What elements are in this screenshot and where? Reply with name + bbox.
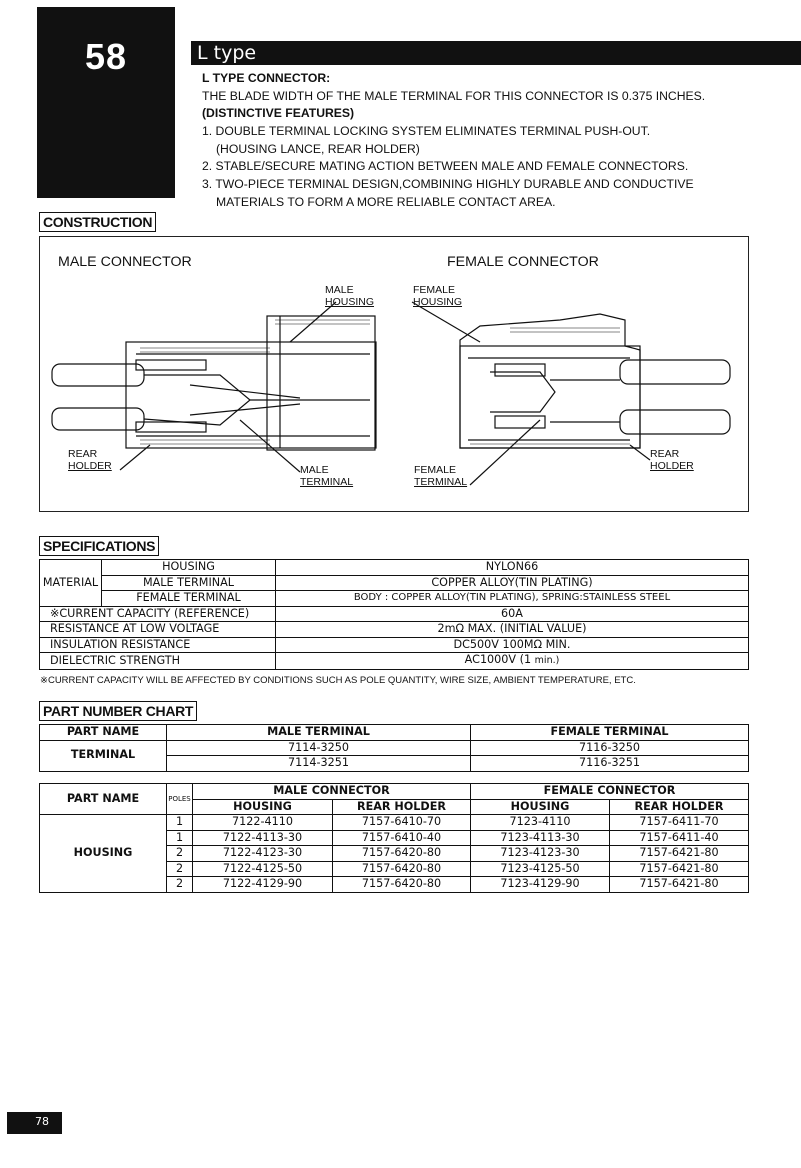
col-male-rear-holder: REAR HOLDER	[333, 799, 471, 815]
specifications-heading: SPECIFICATIONS	[39, 536, 159, 556]
spec-label: HOUSING	[102, 560, 276, 576]
spec-label: ※CURRENT CAPACITY (REFERENCE)	[40, 606, 276, 622]
feature-3-detail: MATERIALS TO FORM A MORE RELIABLE CONTACT AREA.	[216, 195, 556, 209]
female-rear-holder-part: 7157-6421-80	[610, 861, 749, 877]
table-row	[40, 653, 749, 670]
feature-2: 2. STABLE/SECURE MATING ACTION BETWEEN MALE AND FEMALE CONNECTORS.	[202, 159, 689, 173]
male-housing-label-2: HOUSING	[325, 296, 375, 308]
female-housing-part: 7123-4110	[471, 815, 610, 831]
table-row	[40, 740, 749, 756]
table-row	[40, 725, 749, 741]
intro-heading: L TYPE CONNECTOR:	[202, 71, 331, 85]
female-connector-drawing	[460, 314, 730, 448]
rear-holder-right-label-1: REAR	[650, 448, 680, 460]
spec-label: MALE TERMINAL	[102, 575, 276, 591]
poles-cell: 2	[167, 861, 193, 877]
spec-value: NYLON66	[276, 560, 749, 576]
spec-label: DIELECTRIC STRENGTH	[40, 653, 276, 670]
male-rear-holder-part: 7157-6420-80	[333, 861, 471, 877]
table-row	[40, 591, 749, 607]
feature-1: 1. DOUBLE TERMINAL LOCKING SYSTEM ELIMINATES TERMINAL PUSH-OUT.	[202, 124, 651, 138]
housing-row-label: HOUSING	[40, 815, 167, 893]
table-row	[40, 784, 749, 800]
male-rear-holder-part: 7157-6410-70	[333, 815, 471, 831]
features-heading: (DISTINCTIVE FEATURES)	[202, 106, 355, 120]
male-connector-title: MALE CONNECTOR	[58, 254, 192, 270]
title-bar	[191, 41, 801, 65]
male-connector-drawing	[52, 316, 376, 450]
female-rear-holder-part: 7157-6411-70	[610, 815, 749, 831]
female-terminal-part: 7116-3251	[471, 756, 749, 772]
page-number: 58	[84, 36, 128, 77]
rear-holder-right-label-2: HOLDER	[650, 460, 694, 472]
rear-holder-left-label-1: REAR	[68, 448, 98, 460]
spec-value: COPPER ALLOY(TIN PLATING)	[276, 575, 749, 591]
female-rear-holder-part: 7157-6421-80	[610, 846, 749, 862]
intro-blade-text: THE BLADE WIDTH OF THE MALE TERMINAL FOR THIS CONNECTOR IS 0.375 INCHES.	[202, 89, 706, 103]
female-rear-holder-part: 7157-6411-40	[610, 830, 749, 846]
female-terminal-label-1: FEMALE	[414, 464, 457, 476]
male-rear-holder-part: 7157-6410-40	[333, 830, 471, 846]
spec-value	[276, 653, 749, 670]
terminal-part-table	[39, 724, 749, 772]
terminal-row-label: TERMINAL	[40, 740, 167, 771]
col-female-rear-holder: REAR HOLDER	[610, 799, 749, 815]
dielectric-value: AC1000V (1	[464, 653, 532, 666]
col-female-housing: HOUSING	[471, 799, 610, 815]
male-rear-holder-part: 7157-6420-80	[333, 877, 471, 893]
male-housing-part: 7122-4129-90	[193, 877, 333, 893]
col-female-terminal: FEMALE TERMINAL	[471, 725, 749, 741]
poles-cell: 1	[167, 830, 193, 846]
female-housing-part: 7123-4125-50	[471, 861, 610, 877]
col-male-housing: HOUSING	[193, 799, 333, 815]
spec-label: FEMALE TERMINAL	[102, 591, 276, 607]
specifications-table	[39, 559, 749, 670]
spec-label: INSULATION RESISTANCE	[40, 637, 276, 653]
poles-cell: 1	[167, 815, 193, 831]
male-housing-part: 7122-4113-30	[193, 830, 333, 846]
dielectric-unit: min.)	[534, 655, 560, 666]
connector-cross-section-drawing	[40, 280, 746, 510]
spec-value: DC500V 100MΩ MIN.	[276, 637, 749, 653]
spec-value: 60A	[276, 606, 749, 622]
col-part-name: PART NAME	[40, 725, 167, 741]
male-terminal-part: 7114-3251	[167, 756, 471, 772]
spec-value: BODY : COPPER ALLOY(TIN PLATING), SPRING:STAINLESS STEEL	[276, 591, 749, 607]
male-housing-part: 7122-4123-30	[193, 846, 333, 862]
male-housing-label-1: MALE	[325, 284, 354, 296]
feature-1-detail: (HOUSING LANCE, REAR HOLDER)	[216, 142, 420, 156]
female-terminal-part: 7116-3250	[471, 740, 749, 756]
current-capacity-note: ※CURRENT CAPACITY WILL BE AFFECTED BY CONDITIONS SUCH AS POLE QUANTITY, WIRE SIZE, AMBIENT TEMPERATURE, ETC.	[40, 675, 636, 686]
poles-cell: 2	[167, 846, 193, 862]
page-title: L type	[197, 42, 257, 64]
spec-label: RESISTANCE AT LOW VOLTAGE	[40, 622, 276, 638]
male-terminal-label-1: MALE	[300, 464, 329, 476]
col-poles: POLES	[167, 784, 193, 815]
table-row	[40, 637, 749, 653]
spec-value: 2mΩ MAX. (INITIAL VALUE)	[276, 622, 749, 638]
footer-page-number: 78	[35, 1115, 49, 1128]
female-housing-label-1: FEMALE	[413, 284, 456, 296]
col-male-terminal: MALE TERMINAL	[167, 725, 471, 741]
col-male-connector: MALE CONNECTOR	[193, 784, 471, 800]
construction-heading: CONSTRUCTION	[39, 212, 156, 232]
col-part-name: PART NAME	[40, 784, 167, 815]
housing-part-table	[39, 783, 749, 893]
female-housing-part: 7123-4123-30	[471, 846, 610, 862]
male-housing-part: 7122-4110	[193, 815, 333, 831]
male-terminal-part: 7114-3250	[167, 740, 471, 756]
part-number-chart-heading: PART NUMBER CHART	[39, 701, 197, 721]
table-row	[40, 622, 749, 638]
table-row	[40, 815, 749, 831]
col-female-connector: FEMALE CONNECTOR	[471, 784, 749, 800]
female-housing-part: 7123-4113-30	[471, 830, 610, 846]
poles-cell: 2	[167, 877, 193, 893]
feature-3: 3. TWO-PIECE TERMINAL DESIGN,COMBINING HIGHLY DURABLE AND CONDUCTIVE	[202, 177, 694, 191]
table-row	[40, 606, 749, 622]
female-housing-part: 7123-4129-90	[471, 877, 610, 893]
female-housing-label-2: HOUSING	[413, 296, 463, 308]
male-terminal-label-2: TERMINAL	[300, 476, 354, 488]
male-housing-part: 7122-4125-50	[193, 861, 333, 877]
table-row	[40, 575, 749, 591]
rear-holder-left-label-2: HOLDER	[68, 460, 112, 472]
female-terminal-label-2: TERMINAL	[414, 476, 468, 488]
female-connector-title: FEMALE CONNECTOR	[447, 254, 599, 270]
female-rear-holder-part: 7157-6421-80	[610, 877, 749, 893]
table-row	[40, 560, 749, 576]
material-label: MATERIAL	[40, 560, 102, 607]
male-rear-holder-part: 7157-6420-80	[333, 846, 471, 862]
